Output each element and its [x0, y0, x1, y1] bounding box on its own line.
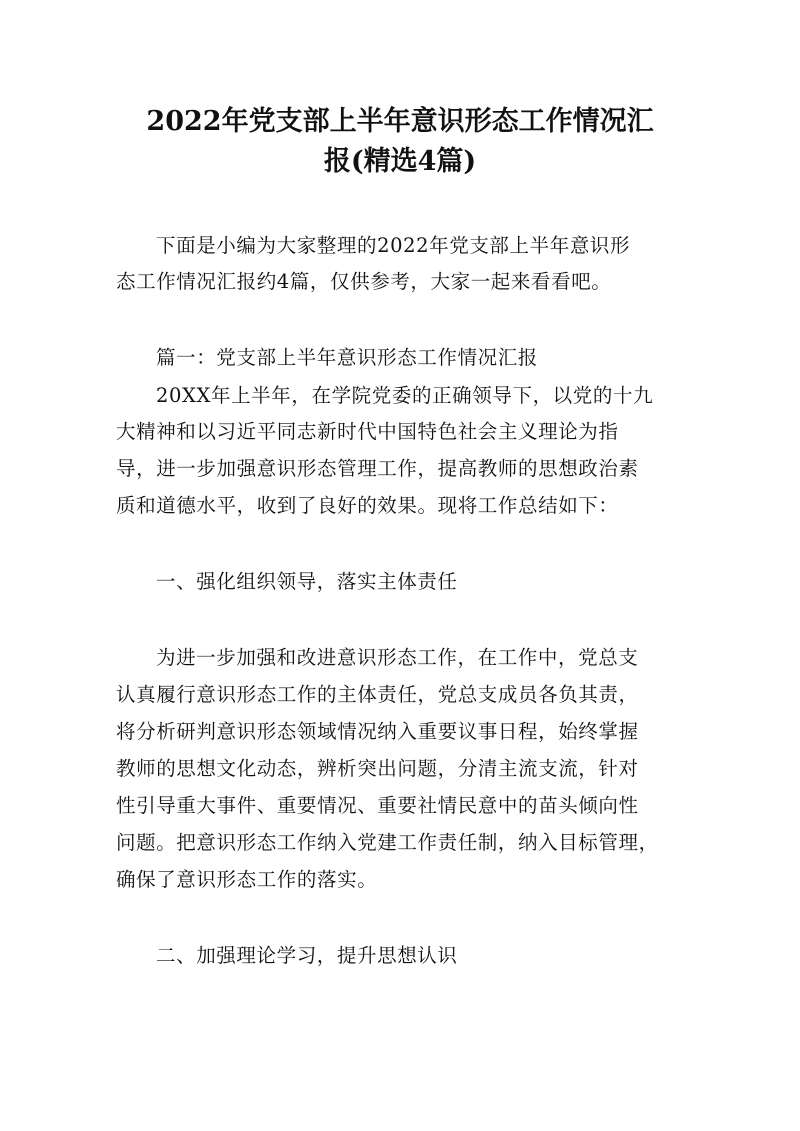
para2-line-1: 为进一步加强和改进意识形态工作，在工作中，党总支 [156, 646, 639, 669]
para1-line-3: 导，进一步加强意识形态管理工作，提高教师的思想政治素 [116, 457, 639, 480]
para1-line-2: 大精神和以习近平同志新时代中国特色社会主义理论为指 [116, 420, 619, 443]
para2-line-2: 认真履行意识形态工作的主体责任，党总支成员各负其责， [116, 683, 639, 706]
para2-line-5: 性引导重大事件、重要情况、重要社情民意中的苗头倾向性 [116, 794, 639, 817]
intro-line-1: 下面是小编为大家整理的2022年党支部上半年意识形 [156, 234, 631, 257]
para2-line-7: 确保了意识形态工作的落实。 [116, 868, 378, 891]
para2-line-3: 将分析研判意识形态领域情况纳入重要议事日程，始终掌握 [116, 720, 639, 743]
intro-line-2: 态工作情况汇报约4篇，仅供参考，大家一起来看看吧。 [116, 270, 612, 293]
document-title-line-2: 报(精选4篇) [323, 146, 477, 177]
document-title-line-1: 2022年党支部上半年意识形态工作情况汇 [146, 106, 654, 137]
para1-line-4: 质和道德水平，收到了良好的效果。现将工作总结如下： [116, 494, 619, 517]
para2-line-6: 问题。把意识形态工作纳入党建工作责任制，纳入目标管理， [116, 831, 659, 854]
article-heading: 篇一：党支部上半年意识形态工作情况汇报 [156, 346, 538, 369]
para1-line-1: 20XX年上半年，在学院党委的正确领导下，以党的十九 [156, 384, 654, 407]
section1-heading: 一、强化组织领导，落实主体责任 [156, 570, 458, 593]
section2-heading: 二、加强理论学习，提升思想认识 [156, 944, 458, 967]
para2-line-4: 教师的思想文化动态，辨析突出问题，分清主流支流，针对 [116, 757, 639, 780]
